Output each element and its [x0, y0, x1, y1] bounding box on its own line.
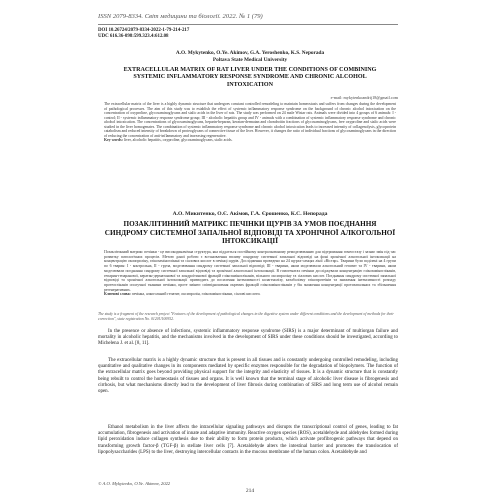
- body-text-1: In the presence or absence of infections, systemic inflammatory response syndrome (SIRS) is a major determinant of multiorgan failure and mortality in alcoholic hepatitis, and the mechanisms involved in the development of SIRS under these conditions should be investigated, according to Michelena J. et al. [8, 11].: [98, 329, 398, 347]
- title-ua: ПОЗАКЛІТИННИЙ МАТРИКС ПЕЧІНКИ ЩУРІВ ЗА УМОВ ПОЄДНАННЯ СИНДРОМУ СИСТЕМНОЇ ЗАПАЛЬНОЇ ВІДПОВІДІ ТА ХРОНІЧНОЇ АЛКОГОЛЬНОЇ ІНТОКСИКАЦІЇ: [104, 220, 396, 246]
- title-en: EXTRACELLULAR MATRIX OF RAT LIVER UNDER THE CONDITIONS OF COMBINING SYSTEMIC INFLAMMATORY RESPONSE SYNDROME AND CHRONIC ALCOHOL INTOXICATION: [123, 67, 377, 88]
- body-text-2: The extracellular matrix is a highly dynamic structure that is present in all tissues and is constantly undergoing controlled remodeling, including quantitative and qualitative changes in its components mediated by specific enzymes responsible for the degradation of biopolymers. The function of the extracellular matrix goes beyond providing physical support for the integrity and elasticity of tissues. It is a dynamic structure that is constantly being rebuilt to control the homeostasis of tissues and organs. It is well known that the terminal stage of alcoholic liver disease is fibrogenesis and cirrhosis, but what mechanisms directly lead to the development of liver fibrosis during combination of SIRS and long term use of alcohol remain open.: [98, 358, 398, 395]
- affiliation: Poltava State Medical University: [212, 57, 288, 63]
- body-text-3: Ethanol metabolism in the liver affects the intracellular signaling pathways and disrupts the transcriptional control of genes, leading to fat accumulation, fibrogenesis and activation of innate and adaptive immunity. Reactive oxygen species (ROS), acetaldehyde and aldehydes formed during lipid peroxidation induce collagen synthesis due to their ability to form protein products, which activate profibrogenic pathways that depend on transforming growth factor-β (TGF-β) in stellate liver cells [7]. Acetaldehyde alters the intestinal barrier and promotes the translocation of lipopolysaccharides (LPS) to the liver, destroying intercellular contacts in the mucous membrane of the human colon. Acetaldehyde and: [98, 425, 398, 455]
- abstract-ua: [104, 250, 396, 297]
- body-paragraph-1: [98, 329, 398, 348]
- copyright: © A.O. Mykytenko, O.Ye. Akimov, 2022: [98, 481, 171, 486]
- abstract-en-text: The extracellular matrix of the liver is a highly dynamic structure that undergoes constant controlled remodeling to maintain homeostasis and suffers from changes during the development of pathological processes. The aim of this study was to establish the effect of systemic inflammatory response syndrome on the background of chronic alcohol intoxication on the concentration of oxyproline, glycosaminoglycans and sialic acids in the liver of rats. The study was performed on 24 male Wistar rats. Animals were divided into 4 groups of 6 animals: I - control; II - systemic inflammatory response syndrome group; III - alcoholic hepatitis group and IV - animals with a combination of systemic inflammatory response syndrome and chronic alcohol intoxication. The concentrations of glycosaminoglycans, heparin-heparan, keratan-dermatan and chondroitin fractions of glycosaminoglycans, free oxyproline and sialic acids were studied in the liver homogenates. The combination of systemic inflammatory response syndrome and chronic alcohol intoxication leads to increased intensity of collagenolysis, glycoprotein catabolism and reduced intensity of breakdown of proteoglycans of connective tissue of the liver. However, it changes the ratio of individual fractions of glycosaminoglycans in the direction of reducing the concentration of anti-inflammatory and increasing regenerative.: [104, 102, 396, 138]
- authors-ua: А.О. Микитенко, О.Є. Акімов, Г.А. Єрошенко, К.С. Непорада: [172, 211, 328, 217]
- research-note: The study is a fragment of the research project "Features of the development of pathological changes in the digestive system under different conditions and the development of methods for their correction", state registration No. 0120U100952.: [98, 312, 394, 321]
- doi: DOI 10.26724/2079-8334-2022-1-79-214-217: [98, 28, 190, 33]
- keywords-en-label: Key words:: [104, 138, 123, 142]
- header-rule: [98, 24, 398, 25]
- abstract-ua-text: Позаклітинний матрикс печінки - це високодинамічна структура, яка піддається постійному контрольованому ремоделюванню для підтримання гомеостазу і зазнає змін під час розвитку патологічних процесів. Метою даної роботи є встановлення впливу синдрому системної запальної відповіді на фоні хронічної алкогольної інтоксикації на концентрацію оксипроліну, глікозаміноглікані та сіалових кислот в печінці щурів. Дослідження проведено на 24 щурах-самцях лінії «Вістар». Тварини були поділені на 4 групи по 6 тварин: І - контрольна, ІІ - група, моделювання синдрому системної запальної відповіді; ІІІ - тварини, яким моделювали алкогольний гепатит та ІV - тварини, яким моделювали поєднання синдрому системної запальної відповіді та хронічної алкогольної інтоксикації. В гомогенатах печінки досліджували концентрацію глікозаміногліканів, гепарин-гепаранової, кератан-дерматанової та хондроїтинової фракцій глікозаміногліканів, вільного оксипроліну та сіалових кислот. Поєднання синдрому системної запальної відповіді та хронічної алкогольної інтоксикації призводить до посилення інтенсивності колагенолізу, катаболізму глікопротеїнів та зниження інтенсивності розпаду протеогліканів сполучної тканини печінки, проте змінює співвідношення окремих фракцій глікозаміногліканів у бік зниження концентрації протизапальних та збільшення регенеративних.: [104, 250, 396, 292]
- keywords-en: liver, alcoholic hepatitis, oxyproline, glycosaminoglycans, sialic acids.: [123, 138, 233, 142]
- doi-block: [98, 28, 189, 40]
- page-number: 214: [245, 488, 255, 494]
- body-paragraph-3: [98, 425, 398, 456]
- udc: UDC 616.36-098:599.323.4:612.08: [98, 34, 169, 39]
- body-paragraph-2: [98, 358, 398, 395]
- keywords-ua-label: Ключові слова:: [104, 292, 131, 297]
- abstract-en: [104, 102, 396, 143]
- journal-header: ISSN 2079-8334. Світ медицини та біології. 2022. № 1 (79): [98, 13, 263, 20]
- authors-en: A.O. Mykytenko, O.Ye. Akimov, G.A. Yeroshenko, K.S. Neporada: [175, 50, 325, 56]
- email-link[interactable]: e-mail: mykytenkoandrij18@gmail.com: [330, 95, 398, 100]
- keywords-ua: печінка, алкогольний гепатит, оксипролін, глікозаміноглікани, сіалові кислоти.: [131, 292, 261, 297]
